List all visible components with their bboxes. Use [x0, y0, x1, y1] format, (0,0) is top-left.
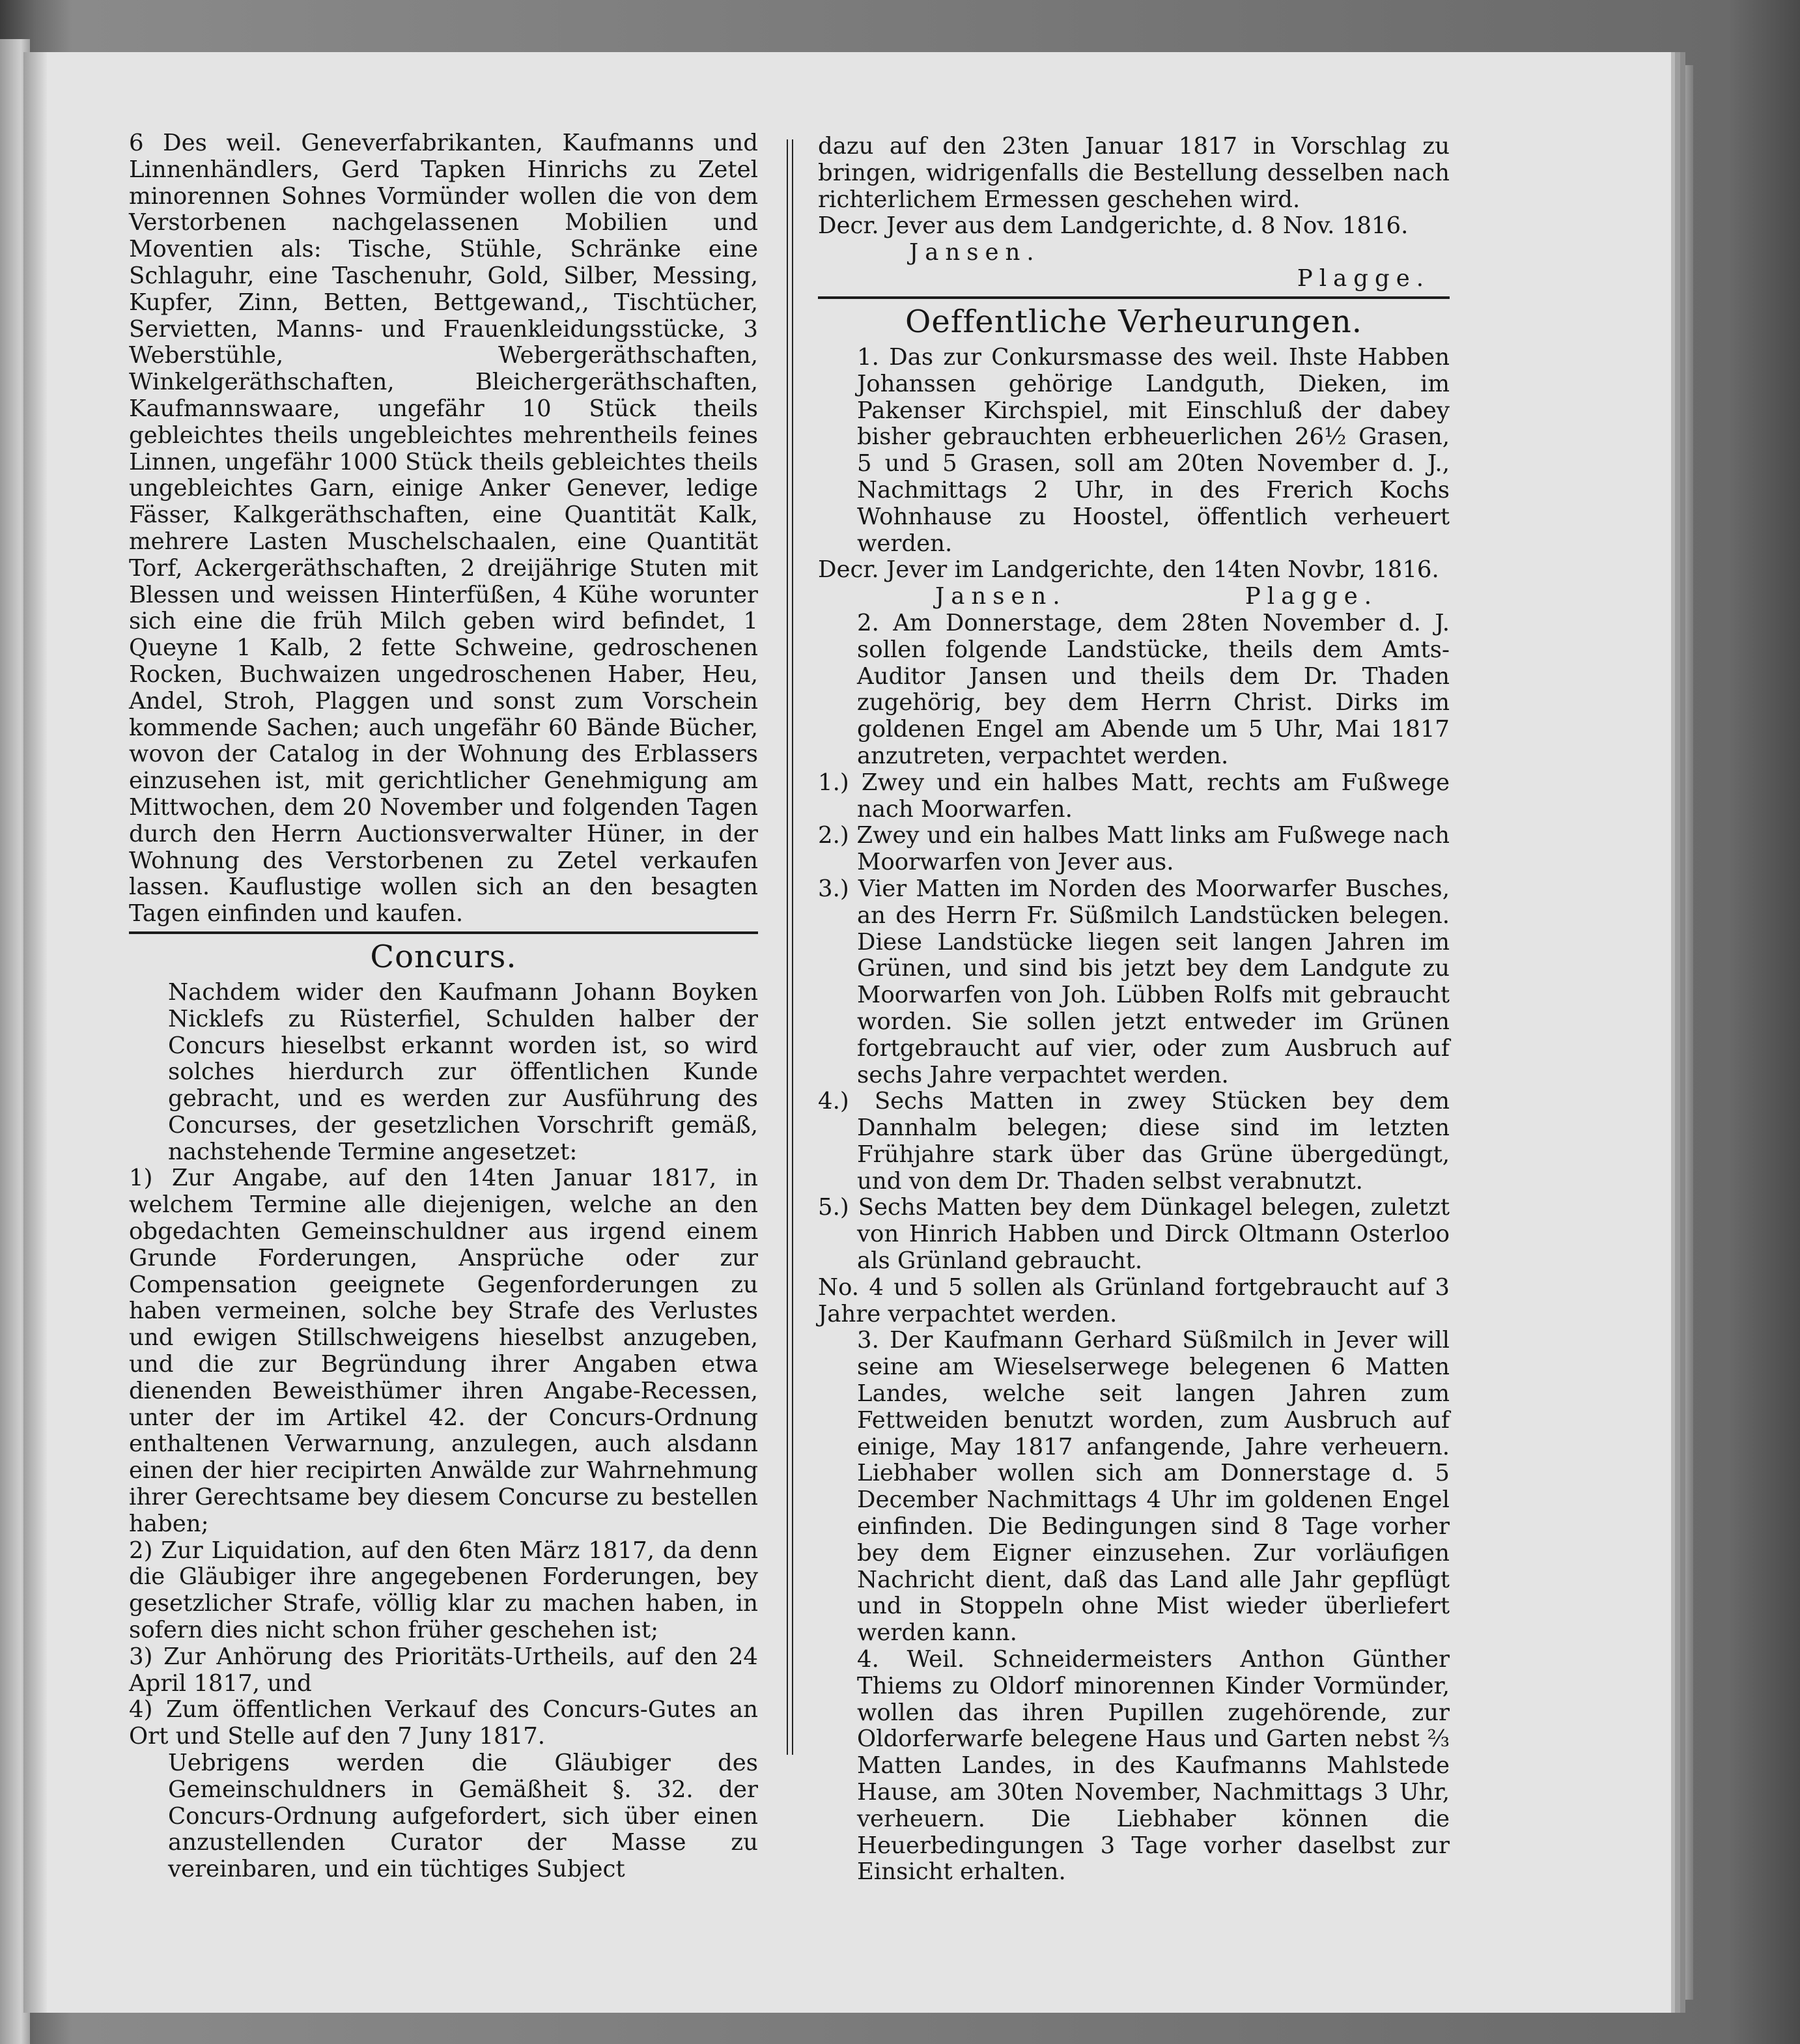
signature-row-1 [818, 240, 1450, 292]
verheurungen-title: Oeffentliche Verheurungen. [905, 303, 1362, 340]
right-column [818, 134, 1450, 1886]
column-divider [787, 139, 793, 1755]
notice-6: 6 Des weil. Geneverfabrikanten, Kaufmanns und Linnenhändlers, Gerd Tapken Hinrichs zu Zetel minorennen Sohnes Vormünder wollen die von dem Verstorbenen nachgelassenen Mobilien und Moventien als: Tische, Stühle, Schränke eine Schlaguhr, eine Taschenuhr, Gold, Silber, Messing, Kupfer, Zinn, Betten, Bettgewand,, Tischtücher, Servietten, Manns- und Frauenkleidungsstücke, 3 Weberstühle, Webergeräthschaften, Winkelgeräthschaften, Bleichergeräthschaften, Kaufmannswaare, ungefähr 10 Stück theils gebleichtes theils ungebleichtes mehrentheils feines Linnen, ungefähr 1000 Stück theils gebleichtes theils ungebleichtes Garn, einige Anker Genever, ledige Fässer, Kalkgeräthschaften, eine Quantität Kalk, mehrere Lasten Muschelschaalen, eine Quantität Torf, Ackergeräthschaften, 2 dreijährige Stuten mit Blessen und weissen Hinterfüßen, 4 Kühe worunter sich eine die früh Milch geben wird befindet, 1 Queyne 1 Kalb, 2 fette Schweine, gedroschenen Rocken, Buchwaizen ungedroschenen Haber, Heu, Andel, Stroh, Plaggen und sonst zum Vorschein kommende Sachen; auch ungefähr 60 Bände Bücher, wovon der Catalog in der Wohnung des Erblassers einzusehen ist, mit gerichtlicher Genehmigung am Mittwochen, dem 20 November und folgenden Tagen durch den Herrn Auctionsverwalter Hüner, in der Wohnung des Verstorbenen zu Zetel verkaufen lassen. Kauflustige wollen sich an den besagten Tagen einfinden und kaufen. [129, 130, 758, 928]
sub-item-4: 4.) Sechs Matten in zwey Stücken bey dem Dannhalm belegen; diese sind im letzten Frühjahre stark über das Grüne übergedüngt, und von dem Dr. Thaden selbst verabnutzt. [818, 1088, 1450, 1195]
sub-item-2: 2.) Zwey und ein halbes Matt links am Fußwege nach Moorwarfen von Jever aus. [818, 822, 1450, 876]
sub-note: No. 4 und 5 sollen als Grünland fortgebraucht auf 3 Jahre verpachtet werden. [818, 1273, 1450, 1327]
decree-2: Decr. Jever im Landgerichte, den 14ten Novbr, 1816. [818, 556, 1439, 584]
concurs-intro: Nachdem wider den Kaufmann Johann Boyken Nicklefs zu Rüsterfiel, Schulden halber der Concurs hieselbst erkannt worden ist, so wird solches hierdurch zur öffentlichen Kunde gebracht, und es werden zur Ausführung des Concurses, der gesetzlichen Vorschrift gemäß, nachstehende Termine angesetzet: [168, 978, 758, 1165]
binding-gutter [23, 52, 47, 2013]
signature-jansen: Jansen. [935, 583, 1067, 610]
continuation-text: dazu auf den 23ten Januar 1817 in Vorschlag zu bringen, widrigenfalls die Bestellung desselben nach richterlichem Ermessen geschehen wird. [818, 133, 1450, 213]
item-4: 4. Weil. Schneidermeisters Anthon Günther Thiems zu Oldorf minorennen Kinder Vormünder, wollen das ihren Pupillen zugehörende, zur Oldorferwarfe belegene Haus und Garten nebst ⅔ Matten Landes, in des Kaufmanns Mahlstede Hause, am 30ten November, Nachmittags 3 Uhr, verheuern. Die Liebhaber können die Heuerbedingungen 3 Tage vorher daselbst zur Einsicht erhalten. [857, 1646, 1450, 1886]
section-rule [818, 296, 1450, 299]
concurs-closing: Uebrigens werden die Gläubiger des Gemeinschuldners in Gemäßheit §. 32. der Concurs-Ordnung aufgefordert, sich über einen anzustellenden Curator der Masse zu vereinbaren, und ein tüchtiges Subject [168, 1750, 758, 1883]
sub-item-1: 1.) Zwey und ein halbes Matt, rechts am Fußwege nach Moorwarfen. [818, 769, 1450, 823]
left-column [129, 130, 758, 1883]
signature-plagge: Plagge. [1245, 583, 1378, 610]
decree-1: Decr. Jever aus dem Landgerichte, d. 8 Nov. 1816. [818, 212, 1409, 240]
signature-jansen: Jansen. [909, 239, 1041, 266]
item-1: 1. Das zur Conkursmasse des weil. Ihste Habben Johanssen gehörige Landguth, Dieken, im Pakenser Kirchspiel, mit Einschluß der dabey bisher gebrauchten erbheuerlichen 26½ Grasen, 5 und 5 Grasen, soll am 20ten November d. J., Nachmittags 2 Uhr, in des Frerich Kochs Wohnhause zu Hoostel, öffentlich verheuert werden. [857, 343, 1450, 557]
concurs-term-2: 2) Zur Liquidation, auf den 6ten März 1817, da denn die Gläubiger ihre angegebenen Forderungen, bey gesetzlicher Strafe, völlig klar zu machen haben, in sofern dies nicht schon früher geschehen ist; [129, 1537, 758, 1644]
sub-item-5: 5.) Sechs Matten bey dem Dünkagel belegen, zuletzt von Hinrich Habben und Dirck Oltmann Osterloo als Grünland gebraucht. [818, 1194, 1450, 1275]
signature-plagge: Plagge. [1297, 265, 1430, 292]
concurs-term-4: 4) Zum öffentlichen Verkauf des Concurs-Gutes an Ort und Stelle auf den 7 Juny 1817. [129, 1696, 758, 1750]
item-2: 2. Am Donnerstage, dem 28ten November d. J. sollen folgende Landstücke, theils dem Amts-Auditor Jansen und theils dem Dr. Thaden zugehörig, bey dem Herrn Christ. Dirks im goldenen Engel am Abende um 5 Uhr, Mai 1817 anzutreten, verpachtet werden. [857, 609, 1450, 769]
page-stack-edge [1667, 65, 1693, 2000]
concurs-term-1: 1) Zur Angabe, auf den 14ten Januar 1817, in welchem Termine alle diejenigen, welche an den obgedachten Gemeinschuldner aus irgend einem Grunde Forderungen, Ansprüche oder zur Compensation geeignete Gegenforderungen zu haben vermeinen, solche bey Strafe des Verlustes und ewigen Stillschweigens hieselbst anzugeben, und die zur Begründung ihrer Angaben etwa dienenden Beweisthümer ihren Angabe-Recessen, unter der im Artikel 42. der Concurs-Ordnung enthaltenen Verwarnung, anzulegen, auch alsdann einen der hier recipirten Anwälde zur Wahrnehmung ihrer Gerechtsame bey diesem Concurse zu bestellen haben; [129, 1165, 758, 1537]
section-rule [129, 931, 758, 934]
item-3: 3. Der Kaufmann Gerhard Süßmilch in Jever will seine am Wieselserwege belegenen 6 Matten Landes, welche seit langen Jahren zum Fettweiden benutzt worden, zum Ausbruch auf einige, May 1817 anfangende, Jahre verheuern. Liebhaber wollen sich am Donnerstage d. 5 December Nachmittags 4 Uhr im goldenen Engel einfinden. Die Bedingungen sind 8 Tage vorher bey dem Eigner einzusehen. Zur vorläufigen Nachricht dient, daß das Land alle Jahr gepflügt und in Stoppeln ohne Mist wieder überliefert werden kann. [857, 1327, 1450, 1647]
signature-row-2 [818, 584, 1450, 610]
sub-item-3: 3.) Vier Matten im Norden des Moorwarfer Busches, an des Herrn Fr. Süßmilch Landstücken belegen. Diese Landstücke liegen seit langen Jahren im Grünen, und sind bis jetzt bey dem Landgute zu Moorwarfen von Joh. Lübben Rolfs mit gebraucht worden. Sie sollen jetzt entweder im Grünen fortgebraucht auf vier, oder zum Ausbruch auf sechs Jahre verpachtet werden. [818, 875, 1450, 1088]
concurs-term-3: 3) Zur Anhörung des Prioritäts-Urtheils, auf den 24 April 1817, und [129, 1643, 758, 1697]
concurs-title: Concurs. [370, 938, 517, 975]
